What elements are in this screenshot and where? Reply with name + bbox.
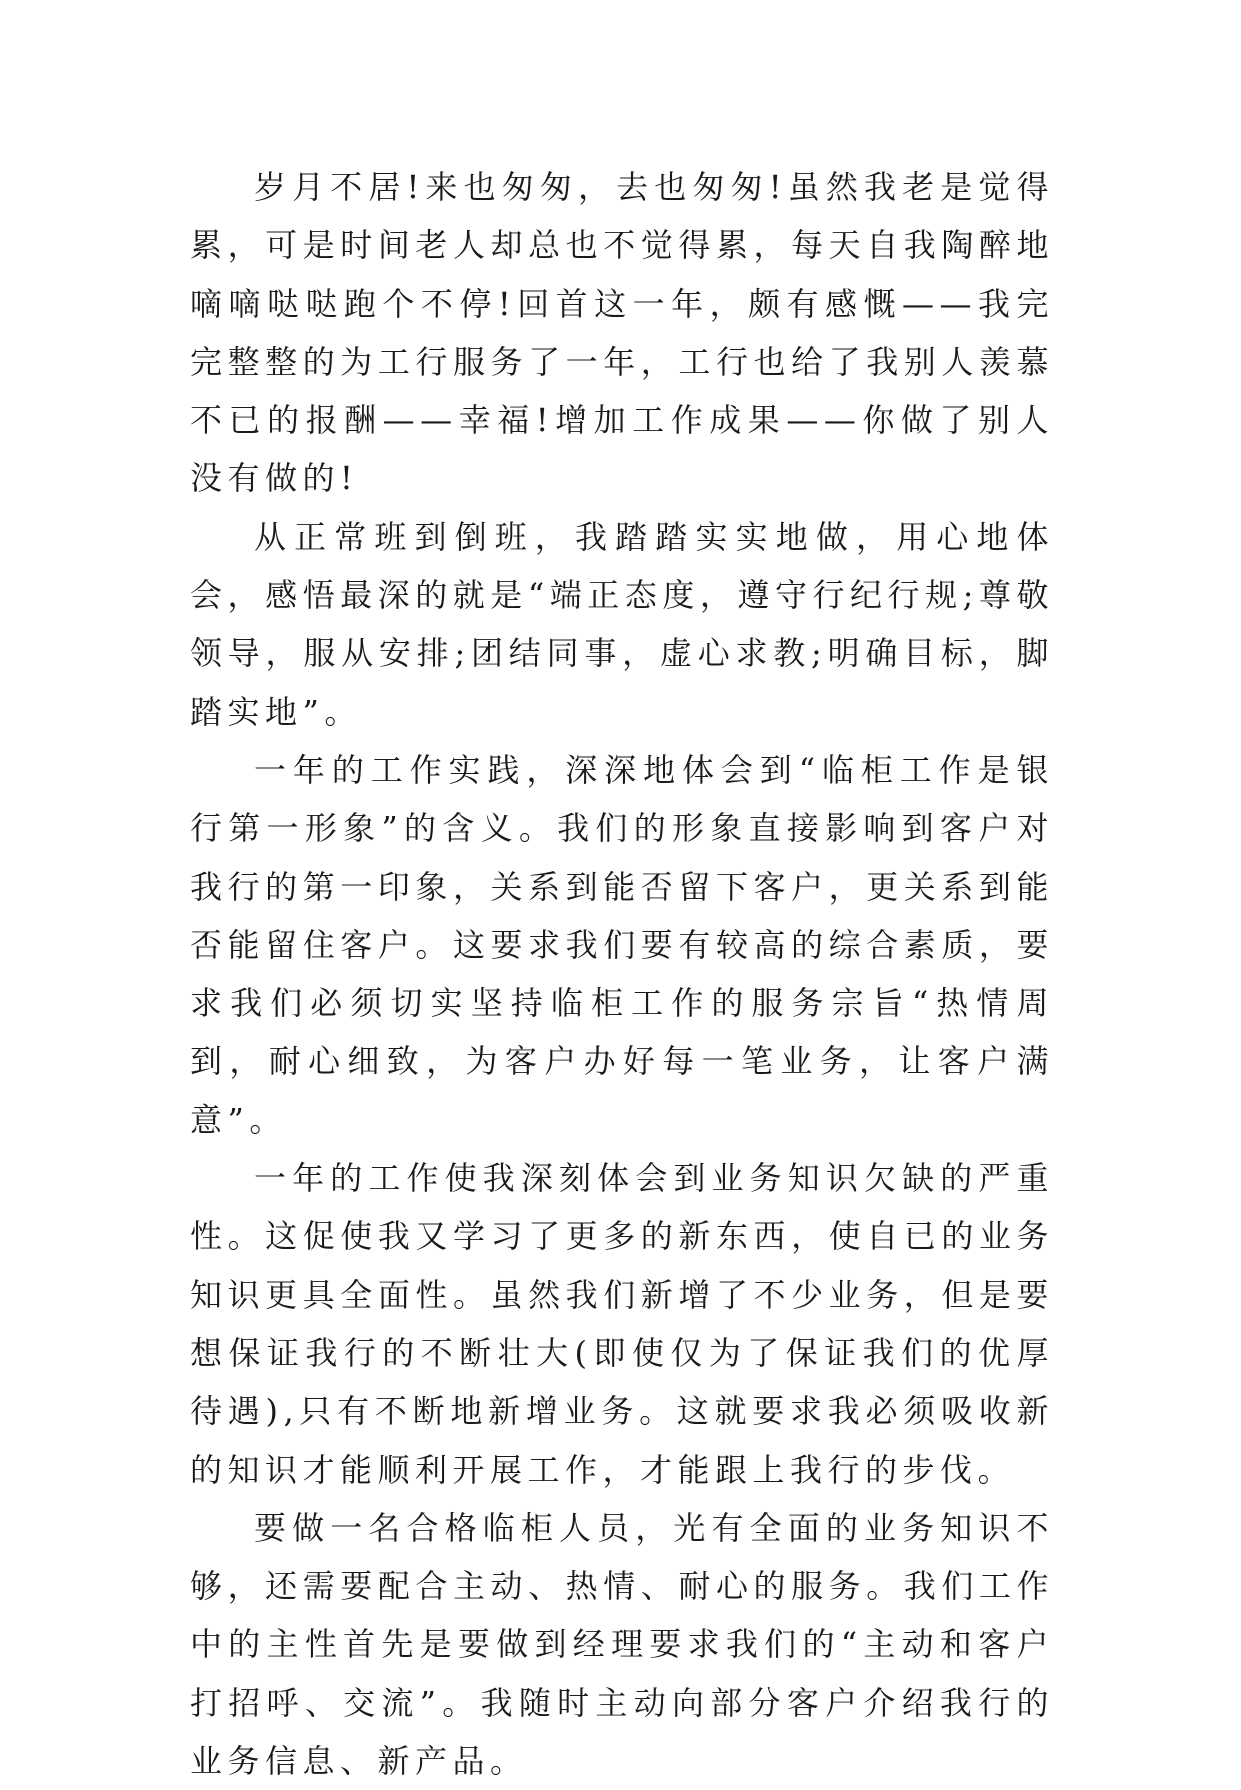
paragraph-3: 一年的工作实践，深深地体会到“临柜工作是银行第一形象”的含义。我们的形象直接影响到客户对我行的第一印象，关系到能否留下客户，更关系到能否能留住客户。这要求我们要有较高的综合素质，要求我们必须切实坚持临柜工作的服务宗旨“热情周到，耐心细致，为客户办好每一笔业务，让客户满意”。 <box>190 750 1054 1139</box>
paragraph-2: 从正常班到倒班，我踏踏实实地做，用心地体会，感悟最深的就是“端正态度，遵守行纪行规;尊敬领导，服从安排;团结同事，虚心求教;明确目标，脚踏实地”。 <box>190 517 1054 731</box>
document-body <box>190 158 1054 1790</box>
paragraph-5: 要做一名合格临柜人员，光有全面的业务知识不够，还需要配合主动、热情、耐心的服务。我们工作中的主性首先是要做到经理要求我们的“主动和客户打招呼、交流”。我随时主动向部分客户介绍我行的业务信息、新产品。 <box>190 1508 1054 1781</box>
paragraph-1: 岁月不居!来也匆匆，去也匆匆!虽然我老是觉得累，可是时间老人却总也不觉得累，每天自我陶醉地嘀嘀哒哒跑个不停!回首这一年，颇有感慨——我完完整整的为工行服务了一年，工行也给了我别人羡慕不已的报酬——幸福!增加工作成果——你做了别人没有做的! <box>190 168 1054 498</box>
paragraph-4: 一年的工作使我深刻体会到业务知识欠缺的严重性。这促使我又学习了更多的新东西，使自已的业务知识更具全面性。虽然我们新增了不少业务，但是要想保证我行的不断壮大(即使仅为了保证我们的优厚待遇),只有不断地新增业务。这就要求我必须吸收新的知识才能顺利开展工作，才能跟上我行的步伐。 <box>190 1159 1054 1489</box>
